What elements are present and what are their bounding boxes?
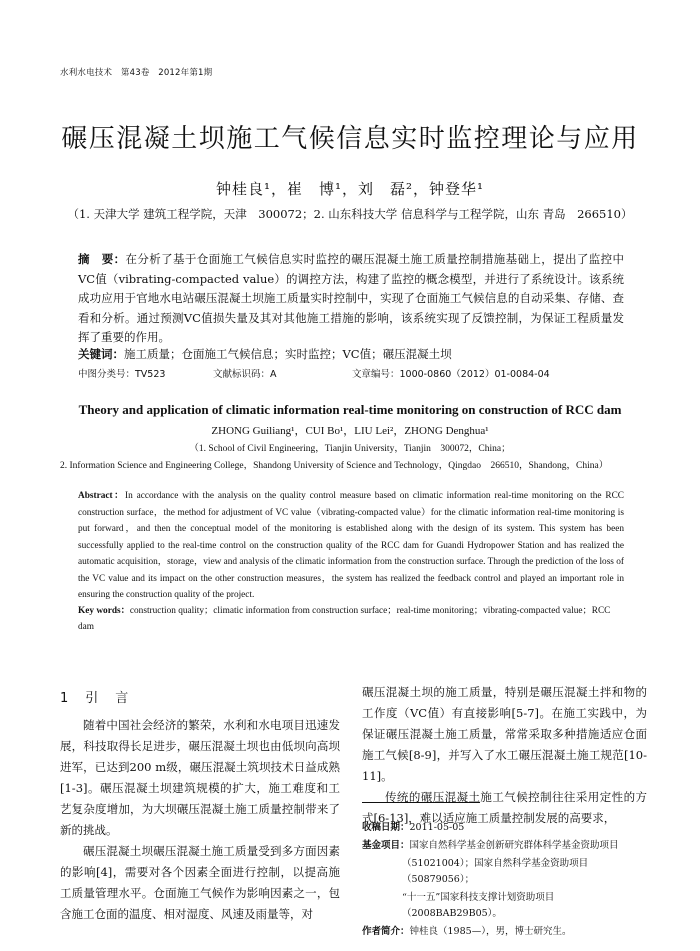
body-paragraph: 传统的碾压混凝土施工气候控制往往采用定性的方式[6-13]，难以适应施工质量控制发展的高要求，	[362, 790, 647, 825]
journal-header: 水利水电技术 第43卷 2012年第1期	[60, 68, 213, 78]
abstract-english-text: In accordance with the analysis on the quality control measure based on climatic information real-time monitoring on the RCC construction surface，the method for adjustment of VC value（vibrating-compacted value）for the climatic information real-time monitoring is put forward，and then the conceptual model of the monitoring is established along with the design of its system. This system has been successfully applied to the real-time control on the construction quality of the RCC dam for Guandi Hydropower Station and has realized the automatic acquisition，storage，view and analysis of the climatic information from the construction surface. Through the prediction of the loss of the VC value and its impact on the other construction measures，the system has realized the feedback control and played an important role in ensuring the construction quality of the project.	[78, 491, 624, 600]
body-paragraph: 碾压混凝土坝碾压混凝土施工质量受到多方面因素的影响[4]，需要对各个因素全面进行控制，以提高施工质量管理水平。仓面施工气候作为影响因素之一，包含施工仓面的温度、相对湿度、风速及雨量等，对	[60, 844, 340, 921]
body-column-left	[60, 688, 340, 925]
abstract-chinese-text: 在分析了基于仓面施工气候信息实时监控的碾压混凝土施工质量控制措施基础上，提出了监控中VC值（vibrating-compacted value）的调控方法，构建了监控的概念模型，并进行了系统设计。该系统成功应用于官地水电站碾压混凝土坝施工质量实时控制中，实现了仓面施工气候信息的自动采集、存储、查看和分析。通过预测VC值损失量及其对其他施工措施的影响，该系统实现了反馈控制，为保证工程质量发挥了重要的作用。	[78, 252, 624, 344]
abstract-chinese-label: 摘 要：	[78, 252, 126, 266]
footnotes	[362, 820, 652, 942]
abstract-chinese	[78, 250, 624, 348]
affiliation-english-line1: （1. School of Civil Engineering，Tianjin University，Tianjin 300072，China；	[189, 444, 511, 454]
body-paragraph: 随着中国社会经济的繁荣，水利和水电项目迅速发展，科技取得长足进步，碾压混凝土坝也由低坝向高坝进军，已达到200 m级，碾压混凝土筑坝技术日益成熟[1-3]。碾压混凝土坝建筑规模的扩大，施工难度和工艺复杂度增加，为大坝碾压混凝土施工质量控制带来了新的挑战。	[60, 718, 340, 837]
section-heading: 1 引 言	[60, 691, 131, 706]
body-column-right	[362, 682, 647, 829]
authors-chinese: 钟桂良¹，崔 博¹，刘 磊²，钟登华¹	[215, 180, 485, 198]
document-code: 文献标识码：A	[213, 369, 277, 380]
authors-english: ZHONG Guiliang¹，CUI Bo¹，LIU Lei²，ZHONG Denghua¹	[211, 425, 489, 437]
title-english: Theory and application of climatic information real-time monitoring on construction of RCC dam	[78, 402, 622, 417]
footnote-divider	[362, 802, 480, 803]
footnote-fund: 基金项目：国家自然科学基金创新研究群体科学基金资助项目	[362, 840, 619, 851]
keywords-english-label: Key words：	[78, 606, 130, 616]
abstract-english	[78, 488, 624, 604]
keywords-english	[78, 603, 624, 635]
footnote-received: 收稿日期：2011-05-05	[362, 822, 465, 833]
affiliation-chinese: （1. 天津大学 建筑工程学院，天津 300072；2. 山东科技大学 信息科学与工程学院，山东 青岛 266510）	[67, 207, 633, 221]
footnote-fund-cont: （51021004）；国家自然科学基金资助项目（50879056）；	[402, 858, 589, 885]
affiliation-english-line2: 2. Information Science and Engineering College，Shandong University of Science and Technology，Qingdao 266510，Shandong，China）	[60, 461, 609, 471]
keywords-chinese-label: 关键词：	[78, 347, 124, 361]
keywords-chinese-text: 施工质量；仓面施工气候信息；实时监控；VC值；碾压混凝土坝	[124, 347, 452, 361]
abstract-english-label: Abstract：	[78, 491, 125, 501]
body-paragraph: 碾压混凝土坝的施工质量，特别是碾压混凝土拌和物的工作度（VC值）有直接影响[5-7]。在施工实践中，为保证碾压混凝土施工质量，常常采取多种措施适应仓面施工气候[8-9]，并写入了水工碾压混凝土施工规范[10-11]。	[362, 685, 647, 783]
keywords-english-text: construction quality；climatic information from construction surface；real-time monitoring；vibrating-compacted value；RCC dam	[78, 606, 611, 632]
footnote-fund-cont: “十一五”国家科技支撑计划资助项目（2008BAB29B05）。	[402, 892, 555, 919]
article-number: 文章编号：1000-0860（2012）01-0084-04	[352, 369, 550, 380]
keywords-chinese	[78, 346, 624, 362]
clc-number: 中图分类号：TV523	[78, 369, 166, 380]
footnote-author: 作者简介：钟桂良（1985—），男，博士研究生。	[362, 926, 572, 937]
title-chinese: 碾压混凝土坝施工气候信息实时监控理论与应用	[61, 124, 639, 154]
